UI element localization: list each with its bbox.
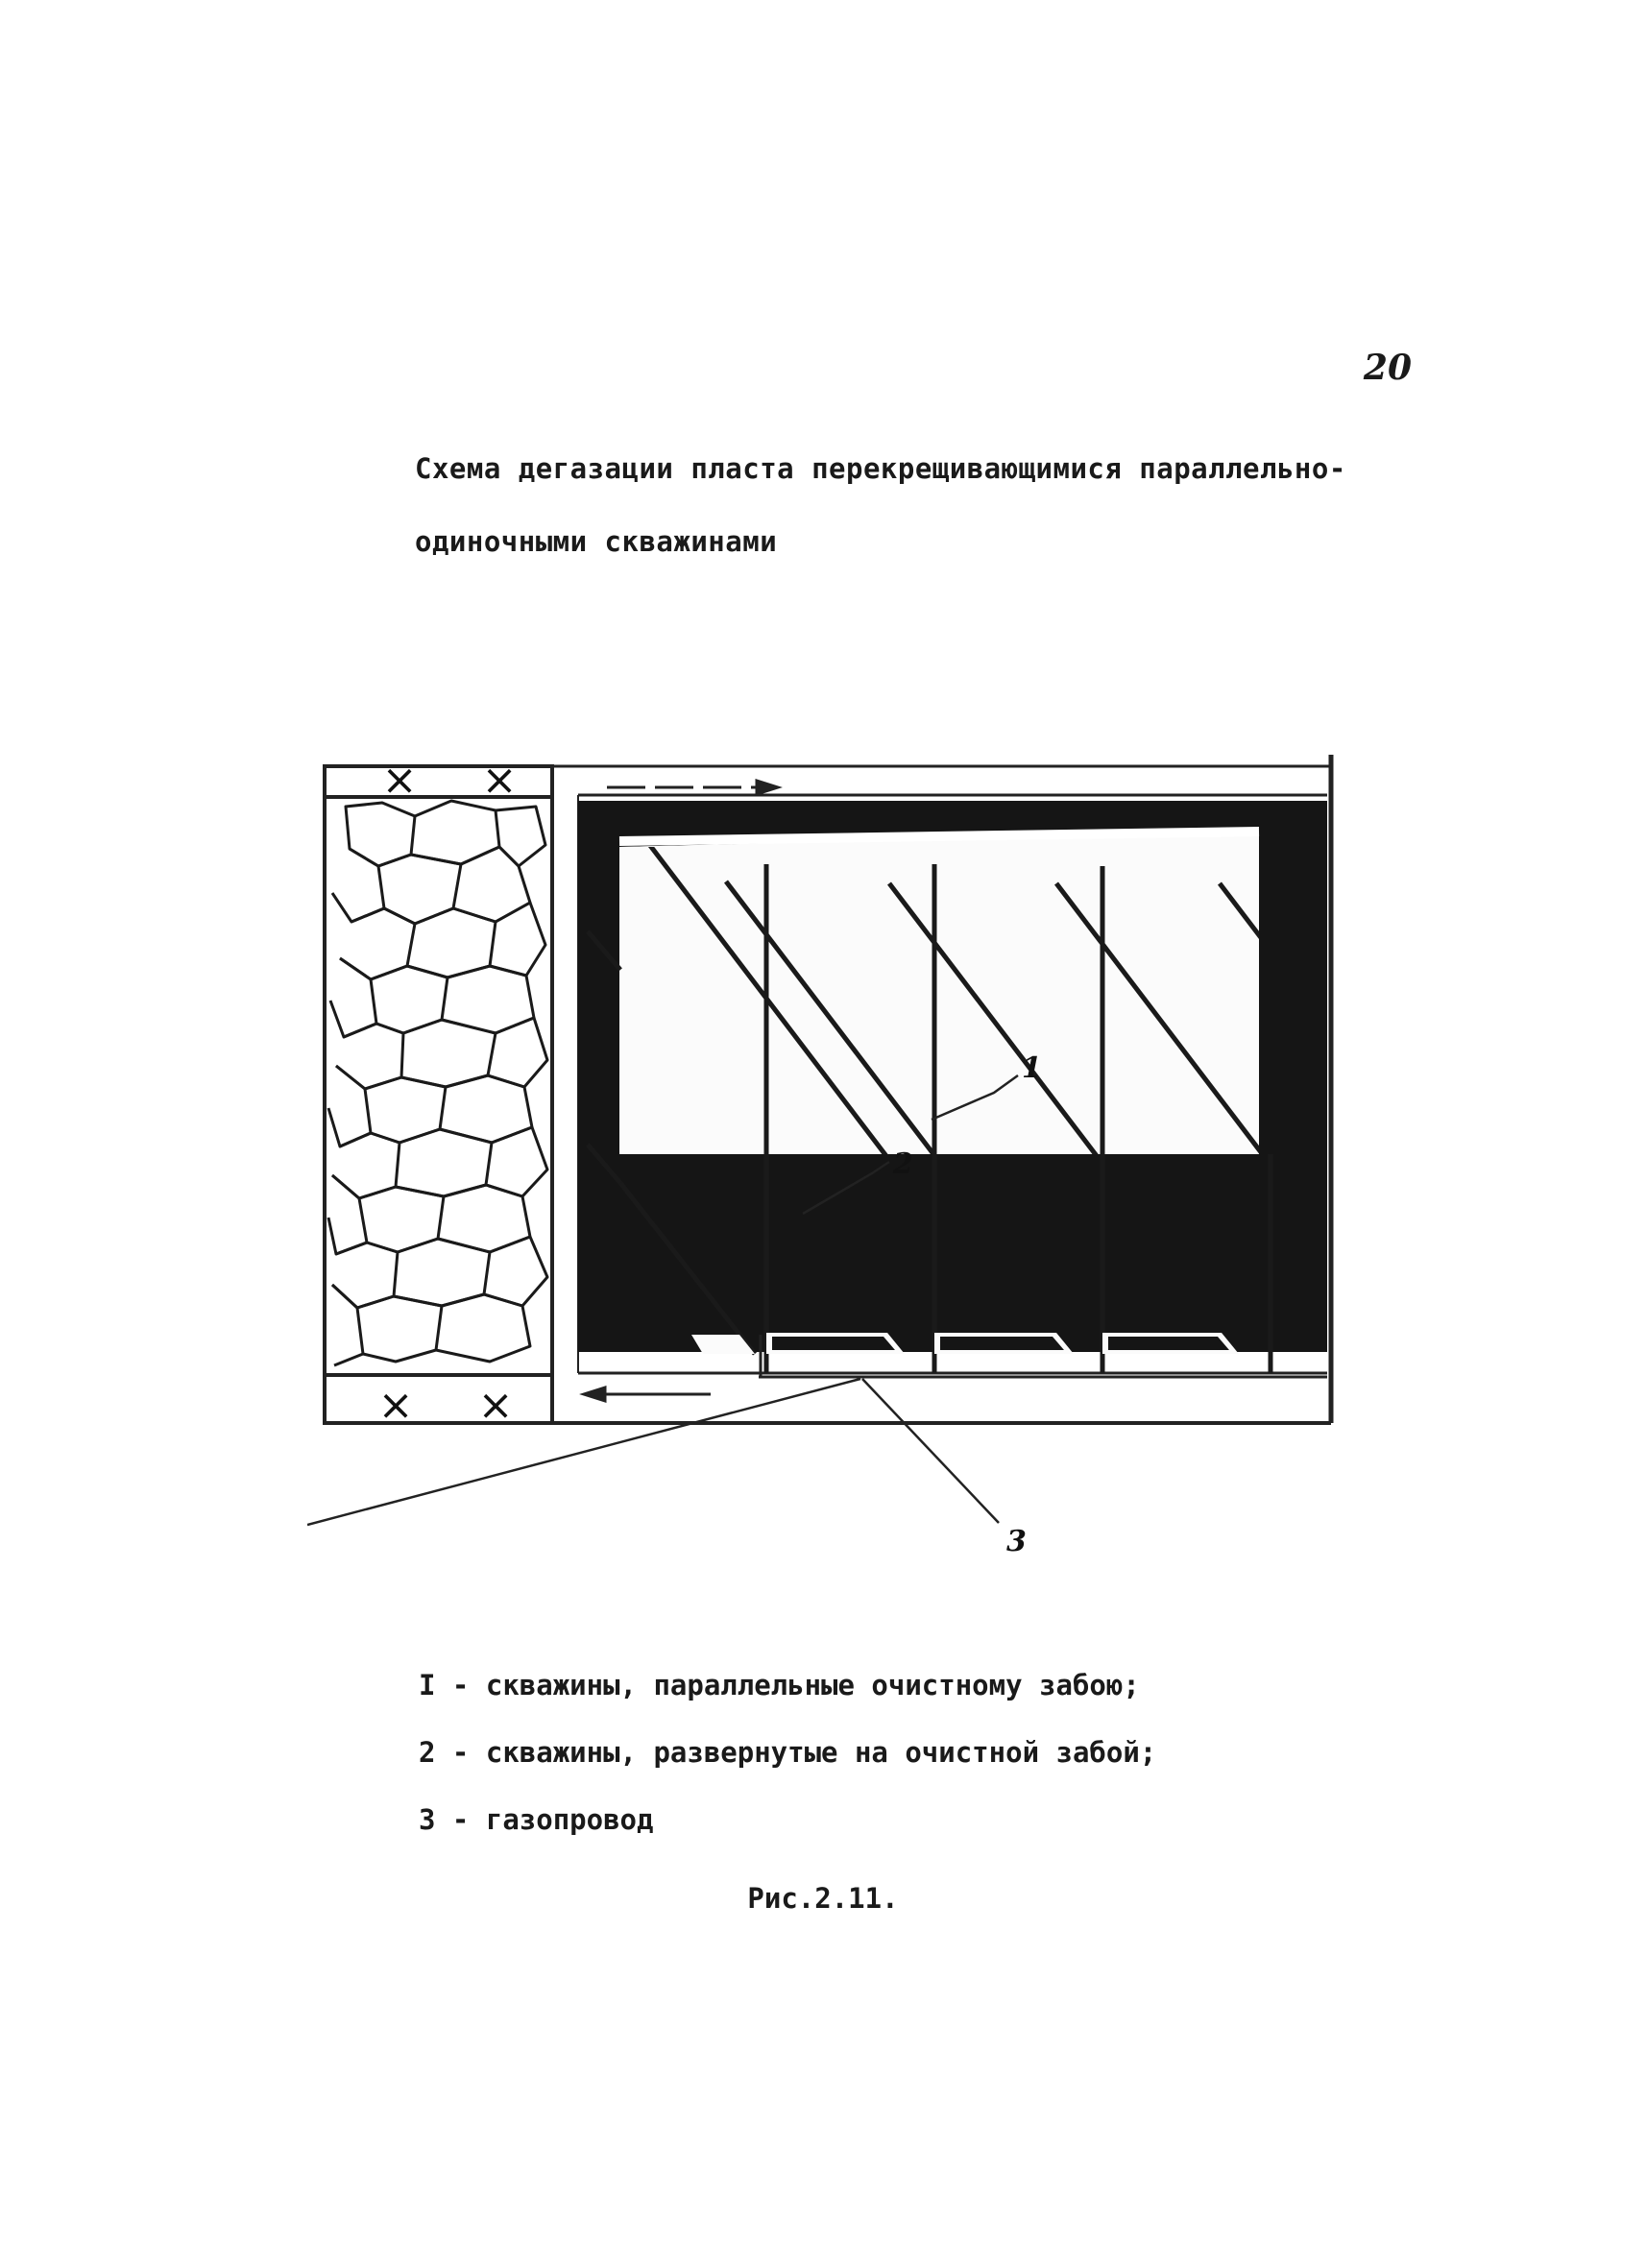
cross-mark-bottom-left: × <box>377 1381 414 1430</box>
figure-title-line-1: Схема дегазации пласта перекрещивающимися параллельно- <box>415 452 1346 485</box>
callout-1: 1 <box>1022 1051 1042 1085</box>
legend <box>419 1652 1283 1853</box>
degassing-scheme-diagram <box>307 739 1364 1584</box>
caved-rock-pattern <box>328 801 547 1365</box>
cross-mark-top-right: × <box>481 756 518 805</box>
arrow-right-icon <box>757 781 778 794</box>
legend-item-1: I - скважины, параллельные очистному забою; <box>419 1669 1140 1701</box>
legend-item-2: 2 - скважины, развернутые на очистной забой; <box>419 1736 1157 1769</box>
callout-leader-3 <box>862 1379 999 1523</box>
figure-caption: Рис.2.11. <box>747 1882 899 1915</box>
seam-inner-area <box>619 832 1259 1154</box>
borehole-collar-fill <box>772 1337 1229 1350</box>
legend-item-3: 3 - газопровод <box>419 1803 654 1836</box>
goaf-zone <box>325 756 552 1430</box>
arrow-left-icon <box>584 1387 605 1401</box>
cross-mark-bottom-right: × <box>477 1381 514 1430</box>
page-number: 20 <box>1363 348 1412 388</box>
figure-title-line-2: одиночными скважинами <box>415 525 778 558</box>
figure-title <box>415 432 1394 578</box>
cross-mark-top-left: × <box>381 756 418 805</box>
callout-3: 3 <box>1006 1525 1027 1558</box>
callout-2: 2 <box>893 1147 913 1181</box>
